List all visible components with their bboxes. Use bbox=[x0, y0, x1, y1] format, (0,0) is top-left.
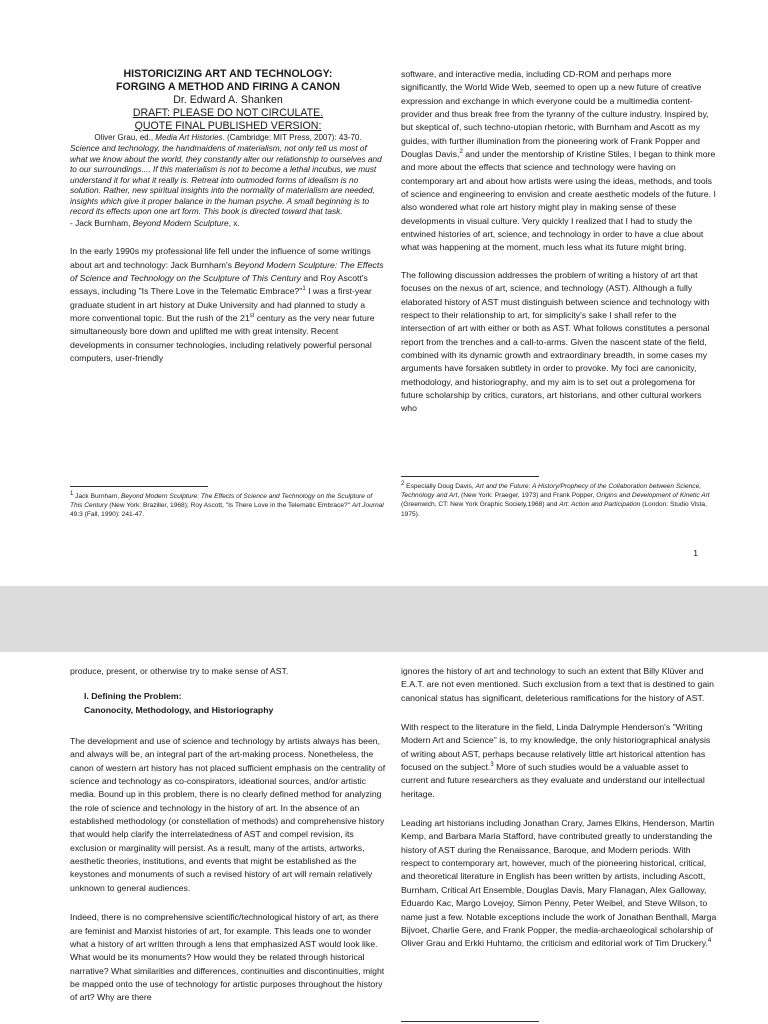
page1-left-footnotes bbox=[70, 486, 386, 520]
section-heading-line-2: Canonocity, Methodology, and Historiography bbox=[84, 704, 274, 715]
page-number: 1 bbox=[693, 548, 698, 558]
draft-notice-line-1: DRAFT: PLEASE DO NOT CIRCULATE. bbox=[132, 107, 324, 120]
paper-author: Dr. Edward A. Shanken bbox=[173, 94, 283, 106]
footnote-rule bbox=[401, 476, 539, 477]
body-paragraph: The following discussion addresses the problem of writing a history of art that focuses on the nexus of art, science, and technology (AST). Although a fully elaborated history of AST must distinguish between science and technology with respect to their relationship to art, for simplicity's sake I shall refer to the intersection of art with either or both as AST. What follows constitutes a personal report from the trenches and a call-to-arms. Given the nascent state of the field, combined with its dynamic growth and extraordinary breadth, in some cases my arguments have forsaken subtlety in order to provoke. My foci are canonicity, methodology, and historiography, and my aim is to set out a prolegomena for future scholarship by critics, curators, art historians, and other cultural workers who bbox=[401, 269, 710, 414]
page1-right-column bbox=[401, 68, 717, 416]
page2-right-column bbox=[401, 665, 717, 951]
footnote-ref[interactable]: 2 bbox=[459, 149, 463, 156]
paper-title-line-1: HISTORICIZING ART AND TECHNOLOGY: bbox=[123, 68, 333, 80]
body-paragraph: The development and use of science and technology by artists always has been, and always will be, an integral part of the art-making process. Nonetheless, the canon of western art history has not placed sufficient emphasis on the centrality of science and technology as co-conspirators, ideational sources, and/or artistic media. Bound up in this problem, there is no clearly defined method for analyzing the role of science and technology in the history of art. In the absence of an established methodology (or constellation of methods) and comprehensive history that would help clarify the interrelatedness of AST and compel revision, its exclusion or marginality will persist. As a result, many of the artists, artworks, aesthetic theories, institutions, and events that might be established as the keystones and monuments of such a revised history of art will remain relatively unknown to general audiences. bbox=[70, 736, 386, 893]
footnote-ref[interactable]: 3 bbox=[490, 762, 494, 769]
page1-left-column bbox=[70, 68, 386, 365]
body-paragraph: produce, present, or otherwise try to make sense of AST. bbox=[70, 666, 289, 676]
footnote-rule bbox=[70, 486, 208, 487]
section-heading bbox=[70, 690, 386, 717]
page1-right-footnotes bbox=[401, 476, 717, 519]
footnote: $^2$ Especially Doug Davis, Art and the Future: A History/Prophecy of the Collaboration between Science, Technology and Art, (New York: Praeger, 1973) and Frank Popper, Origins and Development of Kinetic Art (Greenwich, CT: New York Graphic Society,1968) and Art: Action and Participation (London: Studio Vista, 1975). bbox=[401, 480, 710, 518]
body-paragraph: Indeed, there is no comprehensive scientific/technological history of art, as there are feminist and Marxist histories of art, for example. This leads one to wonder what a history of art written through a lens that emphasized AST would look like. What would be its monuments? How would they be related through historical narrative? What similarities and differences, continuities and discontinuities, might be mapped onto the use of technology for artistic purposes throughout the history of art? Why are there bbox=[70, 912, 385, 1003]
section-heading-line-1: I. Defining the Problem: bbox=[84, 691, 182, 702]
body-paragraph: Leading art historians including Jonathan Crary, James Elkins, Henderson, Martin Kemp, and Barbara Maria Stafford, have contributed greatly to understanding the history of AST during the Renaissance, Baroque, and Modern periods. With respect to contemporary art, however, much of the pioneering historical, critical, and theoretical literature in English has been written by artists, including Ascott, Burnham, Critical Art Ensemble, Douglas Davis, Mary Flanagan, Alex Galloway, Eduardo Kac, Margo Lovejoy, Simon Penny, Peter Weibel, and Steve Wilson, to name just a few. Notable exceptions include the work of Jonathan Benthall, Marga Bijvoet, Charlie Gere, and Frank Popper, the media-archaeological scholarship of Oliver Grau and Erkki Huhtamo, the criticism and editorial work of Tim Druckery.$^4$ bbox=[401, 818, 717, 949]
footnote-ref[interactable]: 4 bbox=[707, 938, 712, 945]
footnote: $^1$ Jack Burnham, Beyond Modern Sculpture: The Effects of Science and Technology on the Sculpture of This Century (New York: Braziller, 1968); Roy Ascott, "Is There Love in the Telematic Embrace?" Art Journal 49:3 (Fall, 1990): 241-47. bbox=[70, 490, 384, 519]
body-paragraph: ignores the history of art and technology to such an extent that Billy Klüver and E.A.T. are not even mentioned. Such exclusion from a text that is destined to gain canonical status has significant, deleterious ramifications for the history of AST. bbox=[401, 666, 714, 703]
document-page-2 bbox=[0, 652, 768, 1024]
body-paragraph: In the early 1990s my professional life fell under the influence of some writings about art and technology: Jack Burnham's Beyond Modern Sculpture: The Effects of Science and Technology on the Sculpture of This Century and Roy Ascott's essays, including "Is There Love in the Telematic Embrace?"$^1$ I was a first-year graduate student in art history at Duke University and had planned to study a more conventional topic. But the rush of the 21st century as the very near future simultaneously bore down and uplifted me with great intensity. Recent developments in consumer technologies, including relatively powerful personal computers, user-friendly bbox=[70, 246, 384, 363]
paper-title-line-2: FORGING A METHOD AND FIRING A CANON bbox=[115, 81, 341, 93]
footnote-ref[interactable]: 1 bbox=[302, 286, 306, 293]
draft-notice-line-2: QUOTE FINAL PUBLISHED VERSION: bbox=[134, 119, 322, 132]
epigraph-attribution: - Jack Burnham, Beyond Modern Sculpture, x. bbox=[70, 217, 240, 228]
publication-citation: Oliver Grau, ed., Media Art Histories. (Cambridge: MIT Press, 2007): 43-70. bbox=[94, 133, 362, 143]
draft-notice bbox=[70, 107, 386, 132]
body-paragraph: With respect to the literature in the field, Linda Dalrymple Henderson's "Writing Modern Art and Science" is, to my knowledge, the only historiographical analysis of writing about AST, perhaps because relatively little art historical attention has focused on the subject.$^3$ More of such studies would be a valuable asset to current and future researchers as they evaluate and understand our intellectual heritage. bbox=[401, 722, 711, 799]
page2-left-column bbox=[70, 665, 386, 1005]
body-paragraph: software, and interactive media, including CD-ROM and perhaps more significantly, the World Wide Web, seemed to open up a new future of creative expression and exchange in which everyone could be a multimedia content-provider and thus break free from the tyranny of the culture industry. Inspired by, but skeptical of, such techno-utopian rhetoric, with Burnham and Ascott as my guides, with further illumination from the pioneering work of Frank Popper and Douglas Davis,$^2$ and under the mentorship of Kristine Stiles, I began to think more and more about the effects that science and technology were having on contemporary art and about how artists were using the ideas, methods, and tools of science and engineering to envision and create aesthetic models of the future. I also wondered what role art history might play in making sense of these developments in visual culture. Very quickly I realized that I had to study the entwined histories of art, science, and technology in order to have a clue about what was happening at the moment, much less what its future might bring. bbox=[401, 69, 716, 253]
footnote-rule bbox=[401, 1021, 539, 1022]
epigraph-quote: Science and technology, the handmaidens of materialism, not only tell us most of what we know about the world, they constantly alter our relationship to ourselves and to our surroundings.... If this materialism is not to become a lethal incubus, we must understand it for what it really is. Retreat into outmoded forms of idealism is no solution. Rather, new spiritual insights into the normality of materialism are needed, insights which give it proper balance in the human psyche. A small beginning is to record its effects upon one art form. This book is directed toward that task. bbox=[70, 143, 382, 217]
